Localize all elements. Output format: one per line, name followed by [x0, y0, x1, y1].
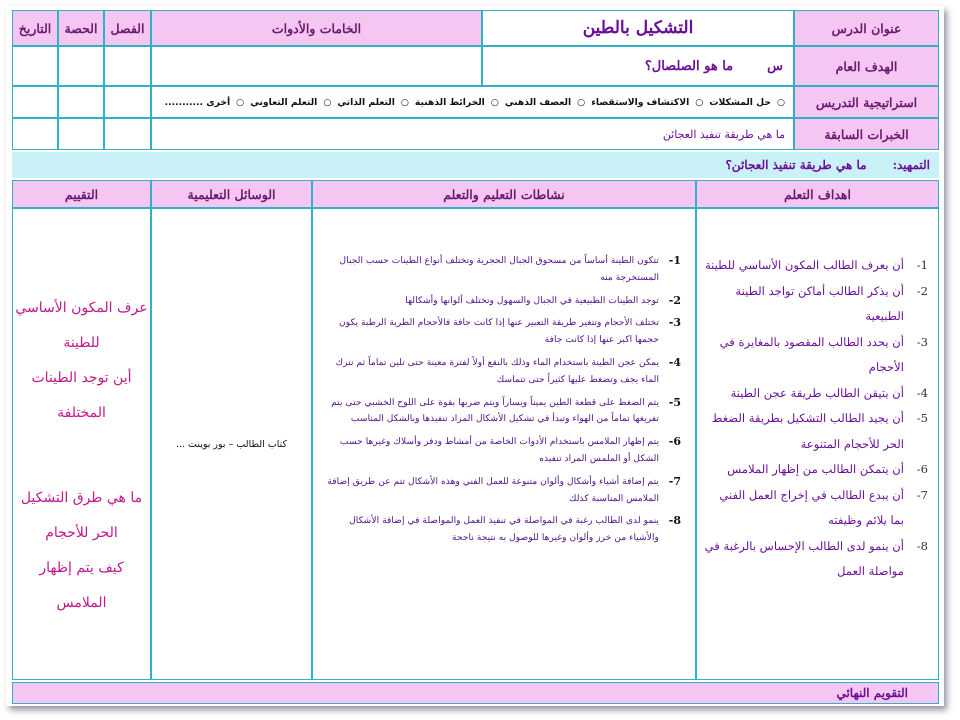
- strategy-bullet: ○: [490, 96, 499, 108]
- period-cell: [58, 86, 104, 118]
- strategy-bullet: ○: [236, 96, 245, 108]
- evaluation-line: للطينة: [63, 335, 100, 351]
- period-label: الحصة: [58, 10, 104, 46]
- strategy-option: التعلم التعاوني: [250, 96, 318, 108]
- evaluation-line: أين توجد الطينات: [31, 370, 132, 386]
- lesson-title: التشكيل بالطين: [482, 10, 794, 46]
- activities-list: [312, 208, 696, 680]
- warmup-text: ما هي طريقة تنفيذ العجائن؟: [725, 158, 867, 172]
- evaluation-line: كيف يتم إظهار الملامس: [39, 560, 124, 611]
- general-goal-prefix: س: [767, 58, 783, 74]
- strategy-bullet: ○: [400, 96, 409, 108]
- date-cell: [12, 118, 58, 150]
- warmup-strip: [12, 152, 939, 178]
- period-cell: [58, 46, 104, 86]
- objective-item: 8- أن ينمو لدى الطالب الإحساس بالرغبة في مواصلة العمل: [704, 538, 928, 578]
- objectives-list: [696, 208, 939, 680]
- activity-item: 2- توجد الطينات الطبيعية في الجبال والسهول وتختلف ألوانها وأشكالها: [405, 293, 681, 307]
- strategy-bullet: ○: [323, 96, 332, 108]
- activity-item: 6- يتم إظهار الملامس باستخدام الأدوات الخاصة من أمشاط ودفر وأسلاك وغيرها حسب الشكل أو الملمس المراد تنفيذه: [339, 435, 681, 464]
- objective-item: 5- أن يجيد الطالب التشكيل بطريقة الضغط الحر للأحجام المتنوعة: [711, 411, 928, 451]
- activity-item: 4- يمكن عجن الطينة باستخدام الماء وذلك بالنقع أولاً لفترة معينة حتى تلين تماماً ثم نترك الماء يجف وتضغط عليها كثيراً حتى تتماسك: [335, 356, 681, 385]
- chapter-cell: [104, 86, 151, 118]
- lesson-plan-sheet: [6, 6, 944, 706]
- strategy-label: استراتيجية التدريس: [794, 86, 939, 118]
- chapter-label: الفصل: [104, 10, 151, 46]
- evaluation-line: المختلفة: [57, 405, 106, 421]
- strategy-option: الخرائط الذهنية: [414, 96, 485, 108]
- objective-item: 2- أن يذكر الطالب أماكن تواجد الطينة الطبيعية: [735, 283, 928, 323]
- evaluation-line: عرف المكون الأساسي: [15, 300, 148, 316]
- col-tools-header: الوسائل التعليمية: [151, 180, 312, 208]
- objective-item: 3- أن يحدد الطالب المقصود بالمغايرة في الأحجام: [719, 334, 928, 374]
- period-cell: [58, 118, 104, 150]
- prior-experience: ما هي طريقة تنفيذ العجائن: [151, 118, 794, 150]
- warmup-label: التمهيد:: [892, 158, 930, 172]
- activity-item: 8- ينمو لدى الطالب رغبة في المواصلة في تنفيذ العمل والمواصلة في إضافة الأشكال والأشياء من خرز وألوان وغيرها للوصول به نتيجة ناجحة: [349, 514, 681, 544]
- date-cell: [12, 86, 58, 118]
- strategy-bullet: ○: [695, 96, 704, 108]
- activity-item: 1- تتكون الطينة أساساً من مسحوق الجبال الحجرية وتختلف أنواع الطينات حسب الجبال المستخرجة منه: [339, 254, 681, 283]
- strategy-option: حل المشكلات: [709, 96, 771, 108]
- general-goal-question: ما هو الصلصال؟: [644, 58, 734, 74]
- prior-experience-label: الخبرات السابقة: [794, 118, 939, 150]
- objective-item: 6- أن يتمكن الطالب من إظهار الملامس: [727, 462, 928, 476]
- strategy-bullet: ○: [776, 96, 785, 108]
- chapter-cell: [104, 118, 151, 150]
- strategy-option: أخرى ...........: [164, 96, 231, 108]
- objective-item: 4- أن يتيقن الطالب طريقة عجن الطينة: [730, 385, 928, 400]
- activity-item: 5- يتم الضغط على قطعة الطين يميناً ويساراً ويتم ضربها بقوة على اللوح الخشبي حتى يتم تفريغها تماماً من الهواء وتبدأ في تشكيل الأشكال المراد تنفيذها وبالشكل المناسب: [331, 395, 681, 425]
- strategy-option: العصف الذهني: [504, 96, 572, 108]
- strategy-option: التعلم الذاتي: [337, 96, 395, 108]
- strategy-option: الاكتشاف والاستقصاء: [591, 96, 690, 108]
- strategy-bullet: ○: [577, 96, 586, 108]
- evaluation-line: الحر للأحجام: [45, 525, 118, 541]
- objective-item: 1- أن يعرف الطالب المكون الأساسي للطينة: [704, 258, 928, 272]
- col-evaluation-header: التقييم: [12, 180, 151, 208]
- strategy-options: [151, 86, 794, 118]
- activity-item: 7- يتم إضافة أشياء وأشكال وألوان متنوعة للعمل الفني وهذه الأشكال تتم عن طريق إضافة الملامس المناسبة كذلك: [327, 474, 681, 504]
- tools-text: كتاب الطالب – بور بوينت ...: [175, 438, 288, 450]
- materials-cell: [151, 46, 482, 86]
- objective-item: 7- أن يبدع الطالب في إخراج العمل الفني بما يلائم وظيفته: [719, 487, 928, 527]
- lesson-title-label: عنوان الدرس: [794, 10, 939, 46]
- general-goal: [482, 46, 794, 86]
- general-goal-label: الهدف العام: [794, 46, 939, 86]
- date-label: التاريخ: [12, 10, 58, 46]
- evaluation-cell: [12, 208, 151, 680]
- evaluation-line: ما هي طرق التشكيل: [20, 490, 143, 506]
- col-objectives-header: اهداف التعلم: [696, 180, 939, 208]
- col-activities-header: نشاطات التعليم والتعلم: [312, 180, 696, 208]
- activity-item: 3- تختلف الأحجام وتتغير طريقة التعبير عنها إذا كانت جافة فالأحجام الطرية الرطبة يكون حجمها اكبر عنها إذا كانت جافة: [338, 316, 681, 346]
- tools-cell: [151, 208, 312, 680]
- final-assessment: التقويم النهائي: [12, 682, 939, 704]
- chapter-cell: [104, 46, 151, 86]
- materials-label: الخامات والأدوات: [151, 10, 482, 46]
- date-cell: [12, 46, 58, 86]
